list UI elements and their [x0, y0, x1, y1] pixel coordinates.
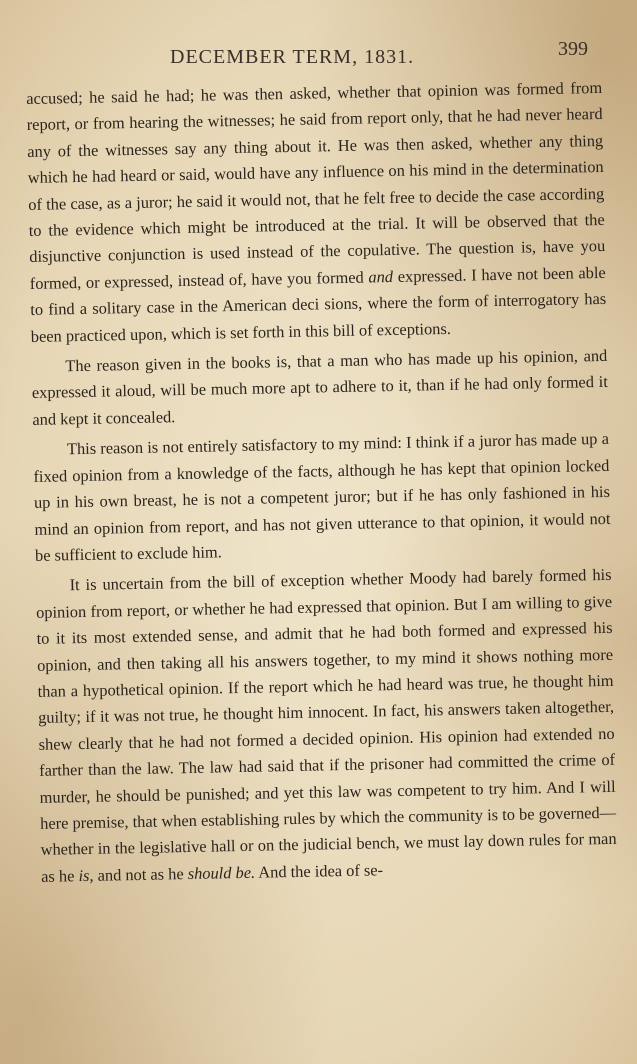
text-run: It is uncertain from the bill of exception whether Moody had barely formed his opinion from report, or whether he had expressed that opinion. But I am willing to give to it its most extended sense, and admit that he had both formed and expressed his opinion, and then taking all his answers together, to my mind it shows nothing more than a hypothetical opinion. If the report which he had heard was true, he thought him guilty; if it was not true, he thought him innocent. In fact, his answers taken altogether, shew clearly that he had not formed a decided opinion. His opinion had extended no farther than the law. The law had said that if the prisoner had committed the crime of murder, he should be punished; and yet this law was competent to try him. And I will here premise, that when establishing rules by which the community is to be governed—whether in the legislative hall or on the judicial bench, we must lay down rules for man as he	[35, 565, 617, 886]
page-number: 399	[558, 38, 588, 60]
text-run: The reason given in the books is, that a man who has made up his opinion, and expressed it aloud, will be much more apt to adhere to it, than if he had only formed it and kept it concealed.	[31, 345, 608, 429]
paragraph-2	[31, 343, 608, 433]
italic-text: and	[368, 266, 394, 287]
text-run: accused; he said he had; he was then asked, whether that opinion was formed from report, or from hearing the witnesses; he said from report only, that he had never heard any of the witnesses say any thing about it. He was then asked, whether any thing which he had heard or said, would have any influence on his mind in the determination of the case, as a juror; he said it would not, that he felt free to decide the case according to the evidence which might be introduced at the trial. It will be observed that the disjunctive conjunction is used instead of the copulative. The question is, have you formed, or expressed, instead of, have you formed	[26, 77, 606, 293]
text-run: This reason is not entirely satisfactory to my mind: I think if a juror has made up a fixed opinion from a knowledge of the facts, although he has kept that opinion locked up in his own breast, he is not a competent juror; but if he has only fashioned in his mind an opinion from report, and has not given utterance to that opinion, it would not be sufficient to exclude him.	[33, 429, 611, 565]
text-run: And the idea of se-	[254, 860, 384, 882]
paragraph-3	[33, 426, 611, 569]
text-run: and not as he	[93, 863, 188, 885]
italic-text: should be.	[187, 862, 256, 883]
paragraph-4	[35, 562, 617, 890]
paragraph-1	[26, 75, 607, 350]
italic-text: is,	[78, 865, 94, 885]
page-header	[20, 38, 588, 78]
running-head: DECEMBER TERM, 1831.	[170, 46, 415, 68]
text-run: expressed. I have not been able to find a solitary case in the American deci sions, where the form of interrogatory has been practiced upon, which is set forth in this bill of exceptions.	[30, 262, 607, 346]
body-text	[26, 75, 617, 890]
